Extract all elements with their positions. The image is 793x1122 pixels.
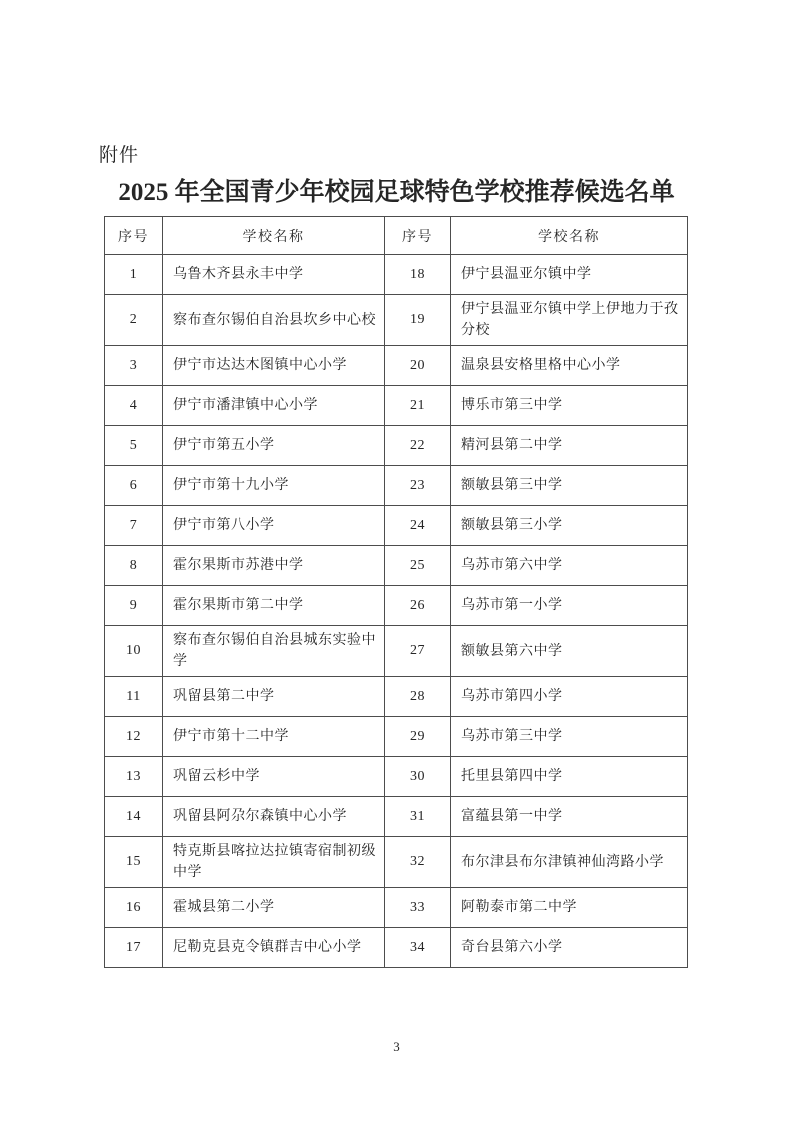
header-school-name-right: 学校名称 — [451, 217, 688, 255]
school-cell-right: 伊宁县温亚尔镇中学 — [451, 255, 688, 295]
table-row — [105, 928, 688, 968]
serial-cell-right: 21 — [385, 386, 451, 426]
table-row — [105, 888, 688, 928]
school-cell-right: 富蕴县第一中学 — [451, 797, 688, 837]
serial-cell-left: 15 — [105, 837, 163, 888]
table-header-row — [105, 217, 688, 255]
serial-cell-left: 7 — [105, 506, 163, 546]
school-cell-left: 乌鲁木齐县永丰中学 — [163, 255, 385, 295]
table-header — [105, 217, 688, 255]
serial-cell-right: 20 — [385, 346, 451, 386]
school-cell-right: 乌苏市第一小学 — [451, 586, 688, 626]
serial-cell-right: 22 — [385, 426, 451, 466]
table-body — [105, 255, 688, 968]
school-cell-right: 乌苏市第三中学 — [451, 717, 688, 757]
school-cell-left: 霍尔果斯市第二中学 — [163, 586, 385, 626]
table-row — [105, 837, 688, 888]
school-cell-right: 伊宁县温亚尔镇中学上伊地力于孜分校 — [451, 295, 688, 346]
school-cell-left: 巩留县阿尕尔森镇中心小学 — [163, 797, 385, 837]
serial-cell-left: 3 — [105, 346, 163, 386]
serial-cell-right: 29 — [385, 717, 451, 757]
school-cell-left: 伊宁市第十九小学 — [163, 466, 385, 506]
serial-cell-right: 34 — [385, 928, 451, 968]
serial-cell-right: 18 — [385, 255, 451, 295]
school-cell-right: 乌苏市第六中学 — [451, 546, 688, 586]
serial-cell-left: 16 — [105, 888, 163, 928]
serial-cell-left: 8 — [105, 546, 163, 586]
page-number: 3 — [393, 1039, 400, 1054]
serial-cell-left: 6 — [105, 466, 163, 506]
school-cell-right: 额敏县第三中学 — [451, 466, 688, 506]
school-cell-left: 尼勒克县克令镇群吉中心小学 — [163, 928, 385, 968]
serial-cell-right: 31 — [385, 797, 451, 837]
table-row — [105, 386, 688, 426]
serial-cell-right: 26 — [385, 586, 451, 626]
school-cell-left: 巩留县第二中学 — [163, 677, 385, 717]
serial-cell-left: 14 — [105, 797, 163, 837]
school-cell-right: 温泉县安格里格中心小学 — [451, 346, 688, 386]
table-row — [105, 546, 688, 586]
serial-cell-right: 24 — [385, 506, 451, 546]
school-cell-left: 伊宁市达达木图镇中心小学 — [163, 346, 385, 386]
table-row — [105, 295, 688, 346]
serial-cell-left: 5 — [105, 426, 163, 466]
table-row — [105, 717, 688, 757]
serial-cell-left: 2 — [105, 295, 163, 346]
header-school-name-left: 学校名称 — [163, 217, 385, 255]
school-cell-right: 额敏县第三小学 — [451, 506, 688, 546]
serial-cell-right: 28 — [385, 677, 451, 717]
school-cell-right: 博乐市第三中学 — [451, 386, 688, 426]
table-row — [105, 797, 688, 837]
serial-cell-right: 23 — [385, 466, 451, 506]
table-row — [105, 255, 688, 295]
serial-cell-right: 30 — [385, 757, 451, 797]
school-cell-left: 特克斯县喀拉达拉镇寄宿制初级中学 — [163, 837, 385, 888]
table-row — [105, 506, 688, 546]
serial-cell-right: 25 — [385, 546, 451, 586]
table-row — [105, 466, 688, 506]
page-title: 2025 年全国青少年校园足球特色学校推荐候选名单 — [118, 179, 675, 206]
serial-cell-left: 10 — [105, 626, 163, 677]
school-cell-right: 额敏县第六中学 — [451, 626, 688, 677]
table-row — [105, 677, 688, 717]
school-cell-left: 察布查尔锡伯自治县坎乡中心校 — [163, 295, 385, 346]
serial-cell-left: 1 — [105, 255, 163, 295]
table-row — [105, 426, 688, 466]
school-cell-right: 布尔津县布尔津镇神仙湾路小学 — [451, 837, 688, 888]
school-list-table — [104, 216, 688, 968]
attachment-label: 附件 — [99, 145, 140, 166]
table-row — [105, 626, 688, 677]
school-cell-right: 奇台县第六小学 — [451, 928, 688, 968]
serial-cell-left: 17 — [105, 928, 163, 968]
table-row — [105, 586, 688, 626]
school-cell-left: 霍城县第二小学 — [163, 888, 385, 928]
school-cell-left: 伊宁市第八小学 — [163, 506, 385, 546]
serial-cell-left: 13 — [105, 757, 163, 797]
table-row — [105, 757, 688, 797]
serial-cell-left: 4 — [105, 386, 163, 426]
serial-cell-right: 27 — [385, 626, 451, 677]
school-cell-left: 伊宁市第五小学 — [163, 426, 385, 466]
school-cell-right: 精河县第二中学 — [451, 426, 688, 466]
header-serial-right: 序号 — [385, 217, 451, 255]
serial-cell-left: 9 — [105, 586, 163, 626]
school-cell-right: 乌苏市第四小学 — [451, 677, 688, 717]
header-serial-left: 序号 — [105, 217, 163, 255]
table-row — [105, 346, 688, 386]
serial-cell-left: 11 — [105, 677, 163, 717]
serial-cell-right: 32 — [385, 837, 451, 888]
school-cell-right: 阿勒泰市第二中学 — [451, 888, 688, 928]
serial-cell-left: 12 — [105, 717, 163, 757]
school-cell-left: 察布查尔锡伯自治县城东实验中学 — [163, 626, 385, 677]
school-cell-left: 伊宁市潘津镇中心小学 — [163, 386, 385, 426]
school-cell-right: 托里县第四中学 — [451, 757, 688, 797]
serial-cell-right: 33 — [385, 888, 451, 928]
school-cell-left: 伊宁市第十二中学 — [163, 717, 385, 757]
school-cell-left: 巩留云杉中学 — [163, 757, 385, 797]
serial-cell-right: 19 — [385, 295, 451, 346]
school-cell-left: 霍尔果斯市苏港中学 — [163, 546, 385, 586]
